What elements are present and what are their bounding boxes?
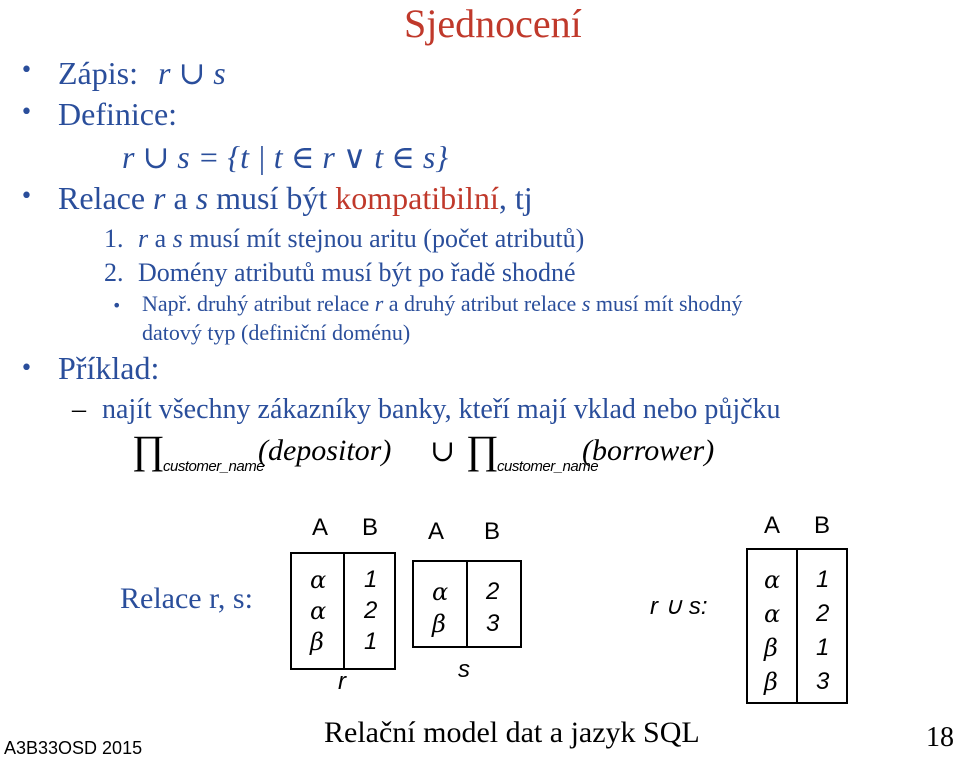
bullet-dot-icon: • (20, 100, 33, 125)
table-r-a-2: β (310, 628, 324, 656)
relations-label: Relace r, s: (120, 582, 253, 615)
formula-text: r ∪ s = {t | t ∈ r ∨ t ∈ s} (122, 139, 449, 175)
projection-subscript-2: customer_name (497, 458, 599, 475)
table-rus-a-2: β (764, 634, 778, 662)
relace-r: r (153, 180, 166, 216)
item1-s: s (172, 224, 183, 253)
relace-mid: a (165, 180, 196, 216)
table-r-divider (343, 552, 345, 670)
table-s-b-0: 2 (486, 578, 500, 605)
bullet-zapis (58, 54, 226, 92)
item2-num: 2. (104, 258, 124, 287)
table-r-b-1: 2 (364, 597, 378, 624)
table-rus-header-b: B (814, 512, 831, 539)
item1-mid: a (148, 224, 173, 253)
table-s-a-0: α (432, 578, 449, 606)
relace-musi: musí být (208, 180, 336, 216)
table-s-b-1: 3 (486, 610, 500, 637)
napr-s: s (581, 291, 591, 316)
table-r-header-a: A (312, 514, 329, 541)
footer-course: A3B33OSD 2015 (4, 738, 143, 758)
relace-prefix: Relace (58, 180, 154, 216)
union-operator: ∪ (430, 435, 456, 468)
table-r-b-0: 1 (364, 566, 378, 593)
table-r-a-0: α (310, 566, 327, 594)
page-title: Sjednocení (404, 1, 582, 46)
napr-b: a druhý atribut relace (383, 291, 582, 316)
projection-pi-2: ∏ (466, 427, 499, 472)
table-rus-b-0: 1 (816, 566, 830, 593)
table-s-divider (466, 560, 468, 648)
table-rus-b-2: 1 (816, 634, 830, 661)
projection-pi-1: ∏ (132, 427, 165, 472)
table-rus-divider (796, 548, 798, 704)
napr-line2: datový typ (definiční doménu) (142, 320, 411, 345)
relace-suffix: , tj (498, 180, 533, 216)
priklad-dash: – (72, 394, 86, 425)
list-item-1 (104, 224, 584, 254)
table-rus-a-1: α (764, 600, 781, 628)
napr-c: musí mít shodný (590, 291, 743, 316)
relace-accent: kompatibilní (335, 180, 499, 216)
footer-title: Relační model dat a jazyk SQL (324, 716, 700, 749)
bullet-dot-icon: • (20, 184, 33, 209)
bullet-relace (58, 180, 533, 217)
bullet-dot-icon: • (20, 58, 33, 83)
table-rus-header-a: A (764, 512, 781, 539)
napr-a: Např. druhý atribut relace (142, 291, 375, 316)
union-result-label (650, 592, 708, 621)
table-rus-b-1: 2 (816, 600, 830, 627)
table-s-header-a: A (428, 518, 445, 545)
relation-borrower: (borrower) (582, 434, 715, 467)
relace-s: s (195, 180, 209, 216)
list-item-2 (104, 258, 576, 288)
zapis-label: Zápis: (58, 55, 138, 91)
bullet-dot-icon: • (20, 356, 33, 381)
union-result-label-text: r ∪ s: (650, 593, 708, 620)
table-rus-b-3: 3 (816, 668, 830, 695)
relation-depositor: (depositor) (258, 434, 392, 467)
item2-text: Domény atributů musí být po řadě shodné (138, 258, 576, 287)
projection-subscript-1: customer_name (163, 458, 265, 475)
bullet-priklad: Příklad: (58, 350, 160, 386)
table-s-a-1: β (432, 610, 446, 638)
table-s-header-b: B (484, 518, 501, 545)
table-rus-a-0: α (764, 566, 781, 594)
table-r-name: r (338, 668, 346, 695)
page-number: 18 (926, 722, 954, 753)
table-r-a-1: α (310, 597, 327, 625)
item1-num: 1. (104, 224, 124, 253)
bullet-definice: Definice: (58, 96, 178, 132)
table-r-header-b: B (362, 514, 379, 541)
table-s-name: s (458, 656, 470, 683)
definition-formula (122, 138, 448, 176)
napr-line1 (142, 291, 743, 317)
item1-text: musí mít stejnou aritu (počet atributů) (182, 224, 585, 253)
zapis-expr: r ∪ s (157, 55, 226, 91)
bullet-dot-icon: • (112, 296, 122, 315)
item1-r: r (138, 224, 149, 253)
priklad-text: najít všechny zákazníky banky, kteří mají vklad nebo půjčku (102, 394, 781, 425)
table-r-b-2: 1 (364, 628, 378, 655)
napr-r: r (374, 291, 384, 316)
table-rus-a-3: β (764, 668, 778, 696)
